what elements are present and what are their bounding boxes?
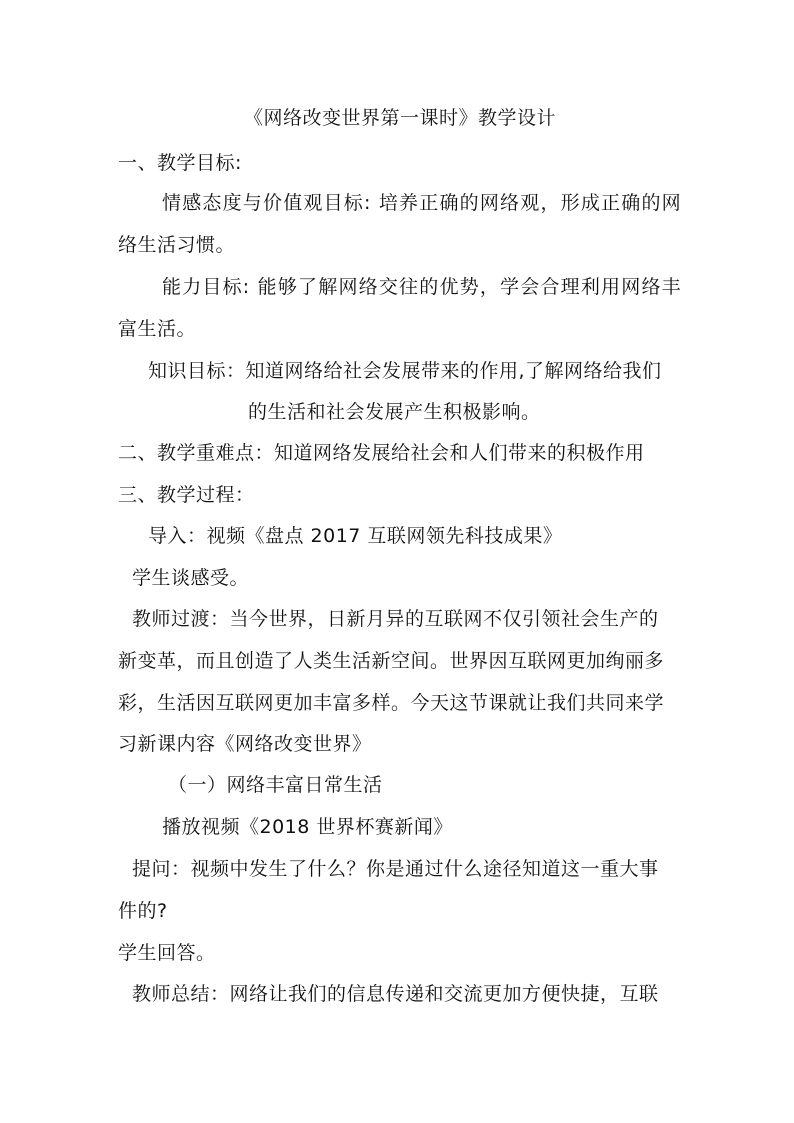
paragraph-line: 件的? (118, 900, 168, 922)
subsection-heading: （一）网络丰富日常生活 (168, 774, 383, 796)
paragraph-line: 导入：视频《盘点 2017 互联网领先科技成果》 (148, 525, 563, 547)
paragraph-line: 教师过渡：当今世界，日新月异的互联网不仅引领社会生产的 (132, 608, 659, 630)
paragraph-line: 能力目标: 能够了解网络交往的优势，学会合理利用网络丰 (162, 276, 682, 298)
paragraph-line: 播放视频《2018 世界杯赛新闻》 (162, 816, 453, 838)
paragraph-line: 情感态度与价值观目标: 培养正确的网络观，形成正确的网 (162, 192, 682, 214)
paragraph-line: 教师总结：网络让我们的信息传递和交流更加方便快捷，互联 (132, 983, 659, 1005)
document-title: 《网络改变世界第一课时》教学设计 (244, 107, 557, 129)
section-heading-key-points: 二、教学重难点：知道网络发展给社会和人们带来的积极作用 (118, 442, 645, 464)
paragraph-line: 习新课内容《网络改变世界》 (118, 733, 372, 755)
section-heading-process: 三、教学过程： (118, 484, 255, 506)
paragraph-line: 富生活。 (118, 318, 197, 340)
paragraph-line: 知识目标：知道网络给社会发展带来的作用,了解网络给我们 (148, 360, 662, 382)
paragraph-line: 学生回答。 (118, 942, 216, 964)
paragraph-line: 彩，生活因互联网更加丰富多样。今天这节课就让我们共同来学 (118, 692, 665, 714)
paragraph-line: 络生活习惯。 (118, 234, 236, 256)
paragraph-line: 的生活和社会发展产生积极影响。 (248, 401, 541, 423)
paragraph-line: 学生谈感受。 (132, 567, 250, 589)
paragraph-line: 新变革，而且创造了人类生活新空间。世界因互联网更加绚丽多 (118, 650, 665, 672)
section-heading-objectives: 一、教学目标: (118, 152, 242, 174)
paragraph-line: 提问：视频中发生了什么？你是通过什么途径知道这一重大事 (132, 858, 659, 880)
